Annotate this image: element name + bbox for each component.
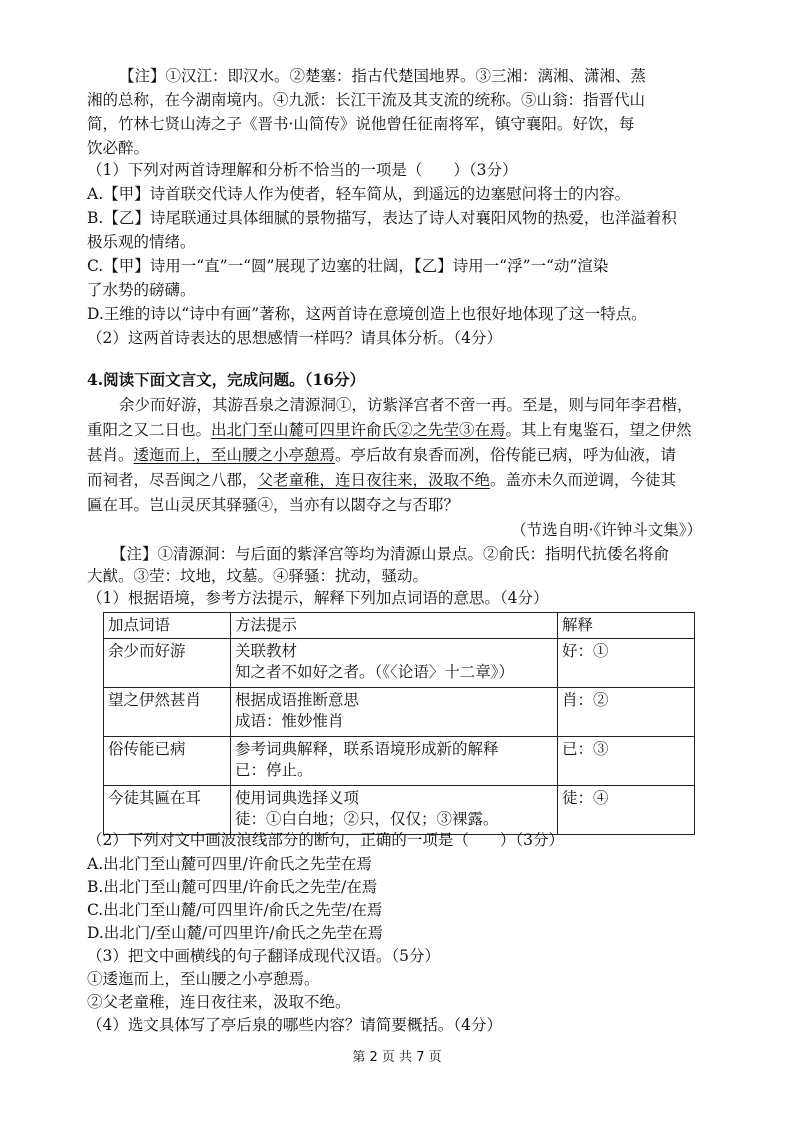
table-header-row: [104, 613, 695, 639]
q3-option-d: D.王维的诗以“诗中有画”著称，这两首诗在意境创造上也很好地体现了这一特点。: [87, 305, 647, 323]
table-cell-answer: 已：③: [558, 737, 695, 786]
passage-note-line-1: 【注】①清源洞：与后面的紫泽宫等均为清源山景点。②俞氏：指明代抗倭名将俞: [111, 545, 670, 563]
table-cell-word: 望之伊然甚肖: [104, 688, 231, 737]
table-header: 解释: [558, 613, 695, 639]
poem-note-line-3: 简，竹林七贤山涛之子《晋书·山简传》说他曾任征南将军，镇守襄阳。好饮，每: [87, 115, 635, 133]
hint-line: 使用词典选择义项: [235, 789, 360, 807]
q3-option-b-line-2: 极乐观的情绪。: [87, 233, 196, 251]
table-row: [104, 786, 695, 835]
q3-sub1: （1）下列对两首诗理解和分析不恰当的一项是（ ）（3分）: [87, 161, 518, 179]
passage-source: （节选自明·《许钟斗文集》）: [511, 521, 702, 539]
table-row: [104, 688, 695, 737]
table-cell-answer: 徒：④: [558, 786, 695, 835]
q4-option-d: D.出北门/至山麓/可四里许/俞氏之先茔在焉: [87, 924, 383, 942]
poem-note-line-1: 【注】①汉江：即汉水。②楚塞：指古代楚国地界。③三湘：漓湘、潇湘、蒸: [119, 67, 647, 85]
passage-text: 。盖亦未久而逆调，今徒其: [490, 471, 677, 489]
table-row: [104, 737, 695, 786]
translation-item-2: ②父老童稚，连日夜往来，汲取不绝。: [87, 993, 351, 1011]
hint-line: 关联教材: [235, 642, 298, 660]
table-cell-hint: [231, 688, 558, 737]
table-cell-hint: [231, 786, 558, 835]
q4-sub2: （2）下列对文中画波浪线部分的断句，正确的一项是（ ）（3分）: [87, 831, 564, 849]
q3-sub2: （2）这两首诗表达的思想感情一样吗？请具体分析。（4分）: [87, 329, 502, 347]
table-cell-answer: 好：①: [558, 639, 695, 688]
passage-line-5: 匾在耳。岂山灵厌其驿骚④，当亦有以閟夺之与否耶？: [87, 496, 460, 514]
underlined-sentence: 逶迤而上，至山腰之小亭憩焉: [133, 446, 336, 464]
table-cell-word: 今徒其匾在耳: [104, 786, 231, 835]
poem-note-line-2: 湘的总称，在今湖南境内。④九派：长江干流及其支流的统称。⑤山翁：指晋代山: [87, 91, 646, 109]
q4-sub4: （4）选文具体写了亭后泉的哪些内容？请简要概括。（4分）: [87, 1016, 502, 1034]
underlined-sentence: 出北门至山麓可四里许俞氏②之先茔③在焉: [211, 421, 506, 439]
table-row: [104, 639, 695, 688]
passage-line-4: [87, 470, 676, 490]
hint-line: 已：停止。: [235, 761, 313, 779]
hint-line: 徒：①白白地；②只，仅仅；③裸露。: [235, 810, 499, 828]
q3-option-b-line-1: B.【乙】诗尾联通过具体细腻的景物描写，表达了诗人对襄阳风物的热爱，也洋溢着积: [87, 209, 677, 227]
q4-heading: 4.阅读下面文言文，完成问题。（16分）: [87, 370, 366, 389]
q3-option-c-line-1: C.【甲】诗用一“直”一“圆”展现了边塞的壮阔，【乙】诗用一“浮”一“动”渲染: [87, 257, 609, 275]
q3-option-c-line-2: 了水势的磅礴。: [87, 281, 196, 299]
translation-item-1: ①逶迤而上，至山腰之小亭憩焉。: [87, 970, 320, 988]
poem-note-line-4: 饮必醉。: [87, 139, 150, 157]
passage-line-1: 余少而好游，其游吾泉之清源洞①，访紫泽宫者不啻一再。至是，则与同年李君楷，: [119, 396, 693, 414]
method-table: [103, 612, 695, 835]
q3-option-a: A.【甲】诗首联交代诗人作为使者，轻车简从，到遥远的边塞慰问将士的内容。: [87, 185, 631, 203]
table-cell-hint: [231, 737, 558, 786]
passage-line-2: [87, 420, 692, 440]
hint-line: 成语：惟妙惟肖: [235, 712, 344, 730]
table-cell-word: 俗传能已病: [104, 737, 231, 786]
passage-line-3: [87, 445, 676, 465]
q4-option-a: A.出北门至山麓可四里/许俞氏之先茔在焉: [87, 855, 372, 873]
page-number-footer: 第 2 页 共 7 页: [352, 1050, 442, 1065]
table-cell-word: 余少而好游: [104, 639, 231, 688]
q4-sub3: （3）把文中画横线的句子翻译成现代汉语。（5分）: [87, 947, 440, 965]
passage-text: 而祠者，尽吾闽之八郡，: [87, 471, 258, 489]
passage-note-line-2: 大猷。③茔：坟地，坟墓。④驿骚：扰动，骚动。: [87, 567, 429, 585]
q4-sub1: （1）根据语境，参考方法提示，解释下列加点词语的意思。（4分）: [87, 589, 549, 607]
passage-text: 甚肖。: [87, 446, 134, 464]
table-header: 加点词语: [104, 613, 231, 639]
passage-text: 。其上有鬼鉴石，望之伊然: [505, 421, 692, 439]
hint-line: 参考词典解释，联系语境形成新的解释: [235, 740, 499, 758]
q4-option-b: B.出北门至山麓可四里/许俞氏之先茔/在焉: [87, 878, 378, 896]
table-header: 方法提示: [231, 613, 558, 639]
passage-text: 重阳之又二日也。: [87, 421, 212, 439]
underlined-sentence: 父老童稚，连日夜往来，汲取不绝: [257, 471, 491, 489]
q4-option-c: C.出北门至山麓/可四里许/俞氏之先茔/在焉: [87, 901, 383, 919]
passage-text: 。亭后故有泉香而冽，俗传能已病，呼为仙液，请: [335, 446, 677, 464]
table-cell-hint: [231, 639, 558, 688]
hint-line: 根据成语推断意思: [235, 691, 360, 709]
hint-line: 知之者不如好之者。（《〈论语〉十二章》）: [235, 663, 515, 681]
table-cell-answer: 肖：②: [558, 688, 695, 737]
